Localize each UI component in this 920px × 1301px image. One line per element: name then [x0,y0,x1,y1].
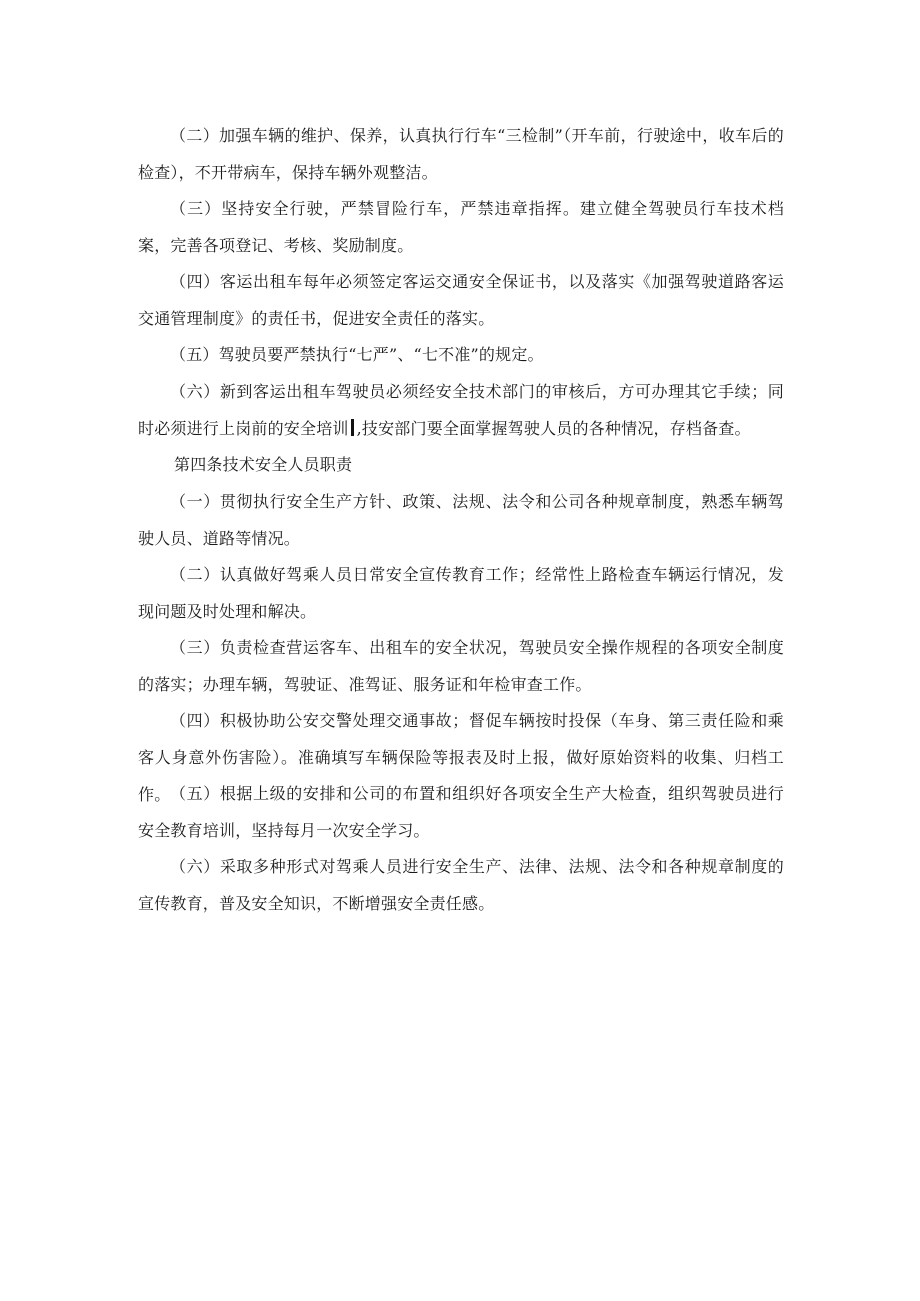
paragraph-duty-6: （六）采取多种形式对驾乘人员进行安全生产、法律、法规、法令和各种规章制度的宣传教育，普及安全知识，不断增强安全责任感。 [138,857,784,913]
paragraph-duty-2: （二）认真做好驾乘人员日常安全宣传教育工作；经常性上路检查车辆运行情况，发现问题及时处理和解决。 [138,565,784,621]
text-cursor-mark [351,419,354,436]
paragraph-safety-agreement: （四）客运出租车每年必须签定客运交通安全保证书，以及落实《加强驾驶道路客运交通管理制度》的责任书，促进安全责任的落实。 [138,272,784,328]
paragraph-vehicle-maintenance: （二）加强车辆的维护、保养，认真执行行车“三检制”（开车前，行驶途中，收车后的检查），不开带病车，保持车辆外观整洁。 [138,126,784,182]
paragraph-duty-5: （五）根据上级的安排和公司的布置和组织好各项安全生产大检查，组织驾驶员进行安全教育培训，坚持每月一次安全学习。 [138,784,784,840]
article-heading: 第四条技术安全人员职责 [174,455,353,474]
paragraph-duty-4: （四）积极协助公安交警处理交通事故；督促车辆按时投保（车身、第三责任险和乘客人身意外伤害险）。准确填写车辆保险等报表及时上报，做好原始资料的收集、归档工作。 [138,711,784,804]
paragraph-safe-driving: （三）坚持安全行驶，严禁冒险行车，严禁违章指挥。建立健全驾驶员行车技术档案，完善各项登记、考核、奖励制度。 [138,199,784,255]
paragraph-seven-rules: （五）驾驶员要严禁执行“七严”、“七不准”的规定。 [170,345,544,364]
paragraph-new-drivers [138,373,784,447]
new-drivers-text-a: （六）新到客运出租车驾驶员必须经安全技术部门的审核后，方可办理其它手续；同时必须进行上岗前的安全培训 [138,382,784,438]
paragraph-duty-3: （三）负责检查营运客车、出租车的安全状况，驾驶员安全操作规程的各项安全制度的落实；办理车辆，驾驶证、准驾证、服务证和年检审查工作。 [138,638,784,694]
paragraph-duty-1: （一）贯彻执行安全生产方针、政策、法规、法令和公司各种规章制度，熟悉车辆驾驶人员、道路等情况。 [138,492,784,548]
new-drivers-text-b: ,技安部门要全面掌握驾驶人员的各种情况，存档备查。 [356,419,751,438]
